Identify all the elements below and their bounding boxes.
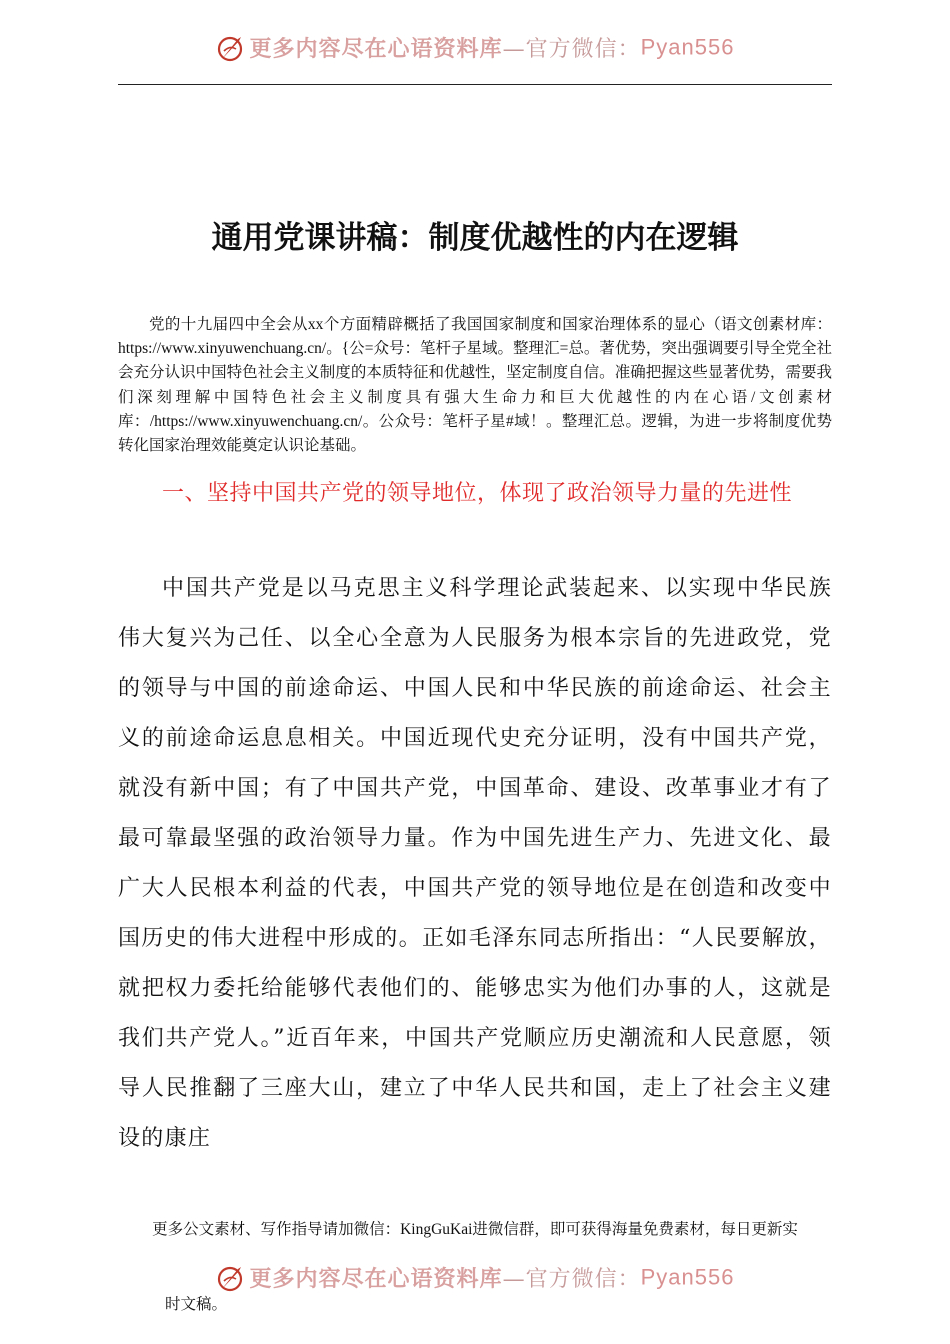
section-heading: 一、坚持中国共产党的领导地位，体现了政治领导力量的先进性 <box>162 481 793 506</box>
footer-note: 更多公文素材、写作指导请加微信：KingGuKai进微信群，即可获得海量免费素材，每日更新实 <box>152 1221 798 1238</box>
quill-logo-icon <box>216 1263 246 1293</box>
body-paragraph: 中国共产党是以马克思主义科学理论武装起来、以实现中华民族伟大复兴为己任、以全心全意为人民服务为根本宗旨的先进政党，党的领导与中国的前途命运、中国人民和中华民族的前途命运、社会主义的前途命运息息相关。中国近现代史充分证明，没有中国共产党，就没有新中国；有了中国共产党，中国革命、建设、改革事业才有了最可靠最坚强的政治领导力量。作为中国先进生产力、先进文化、最广大人民根本利益的代表，中国共产党的领导地位是在创造和改变中国历史的伟大进程中形成的。正如毛泽东同志所指出：“人民要解放，就把权力委托给能够代表他们的、能够忠实为他们办事的人，这就是我们共产党人。”近百年来，中国共产党顺应历史潮流和人民意愿，领导人民推翻了三座大山，建立了中华人民共和国，走上了社会主义建设的康庄 <box>118 576 832 1151</box>
watermark-tail: —官方微信： <box>502 1267 641 1292</box>
footer-watermark <box>0 1262 950 1293</box>
watermark-brand: 更多内容尽在心语资料库 <box>249 36 503 62</box>
quill-logo-icon <box>216 33 246 63</box>
watermark-wechat-id: Pyan556 <box>640 34 735 60</box>
intro-paragraph: 党的十九届四中全会从xx个方面精辟概括了我国国家制度和国家治理体系的显心（语文创素材库：https://www.xinyuwenchuang.cn/。{公=众号：笔杆子星域。整理汇=总。著优势，突出强调要引导全党全社会充分认识中国特色社会主义制度的本质特征和优越性，坚定制度自信。准确把握这些显著优势，需要我们深刻理解中国特色社会主义制度具有强大生命力和巨大优越性的内在心语/文创素材库：/https://www.xinyuwenchuang.cn/。公众号：笔杆子星#域！。整理汇总。逻辑，为进一步将制度优势转化国家治理效能奠定认识论基础。 <box>118 316 832 455</box>
footer-note-continued: 时文稿。 <box>165 1296 228 1313</box>
header-watermark <box>0 32 950 63</box>
document-title: 通用党课讲稿：制度优越性的内在逻辑 <box>211 220 739 256</box>
watermark-wechat-id: Pyan556 <box>640 1264 735 1290</box>
watermark-tail: —官方微信： <box>502 37 641 62</box>
header-divider <box>118 84 832 85</box>
watermark-brand: 更多内容尽在心语资料库 <box>249 1266 503 1292</box>
